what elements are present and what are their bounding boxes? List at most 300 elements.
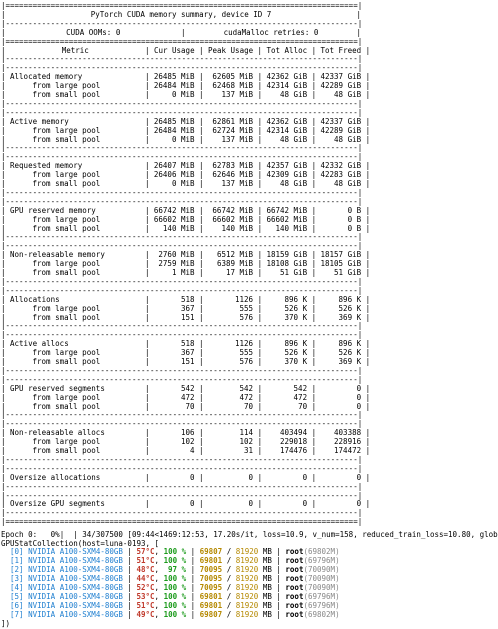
- gpu-index: [1, 592, 10, 601]
- border: |: [1, 446, 6, 455]
- border: |: [253, 259, 263, 269]
- border: |: [1, 27, 6, 37]
- metric-name: Allocations: [10, 294, 60, 304]
- border: |: [361, 81, 371, 91]
- border: |: [253, 472, 263, 482]
- gpu-temperature: 52°C: [136, 583, 155, 593]
- cur-usage: 151: [180, 312, 195, 322]
- border: |: [145, 161, 150, 171]
- border: |: [145, 294, 150, 304]
- separator: /: [222, 600, 236, 610]
- border: |: [307, 437, 317, 447]
- peak-usage: 0: [248, 472, 254, 482]
- cur-usage: 2760 MiB: [158, 250, 195, 260]
- tot-alloc: 70: [298, 401, 308, 411]
- tot-alloc: 18159 GiB: [266, 250, 308, 260]
- tot-freed: 0 B: [347, 223, 362, 233]
- tot-freed: 403388: [334, 428, 362, 438]
- tot-freed: 526 K: [338, 303, 362, 313]
- border: |: [145, 179, 150, 188]
- tot-freed: 0: [356, 383, 362, 393]
- peak-usage: 62724 MiB: [212, 125, 254, 135]
- border: |: [194, 179, 204, 188]
- border: |: [307, 125, 317, 135]
- separator: |: [186, 556, 200, 566]
- border: |: [194, 392, 204, 402]
- gpu-index: [1, 610, 10, 619]
- border: |: [1, 428, 6, 438]
- border: |: [145, 499, 150, 509]
- gpu-name: NVIDIA A100-SXM4-80GB: [28, 600, 123, 610]
- separator: ,: [154, 609, 164, 619]
- border: |: [1, 383, 6, 393]
- separator: |: [186, 583, 200, 593]
- gpu-memory-total: 81920: [235, 583, 259, 593]
- gpu-memory-used: 69807: [199, 609, 223, 619]
- border: |: [361, 499, 371, 509]
- border: |: [361, 401, 371, 411]
- peak-usage: 31: [244, 446, 254, 455]
- border: |: [145, 303, 150, 313]
- tot-alloc: 42362 GiB: [266, 116, 308, 126]
- gpu-index: [5]: [10, 591, 24, 601]
- tot-freed: 48 GiB: [334, 90, 362, 99]
- tot-alloc: 48 GiB: [280, 134, 308, 144]
- border: |: [307, 339, 317, 349]
- border: |: [253, 437, 263, 447]
- gpu-index: [7]: [10, 609, 24, 619]
- border: |: [194, 259, 204, 269]
- metric-name: from small pool: [32, 268, 101, 277]
- border: |: [1, 125, 6, 135]
- border: |: [307, 90, 317, 99]
- tot-freed: 526 K: [338, 348, 362, 358]
- border: |: [307, 499, 317, 509]
- border: |: [307, 268, 317, 277]
- table-border-line: |------------------------------------------------------------------------------|: [1, 365, 363, 375]
- tot-alloc: 51 GiB: [280, 268, 308, 277]
- border: |: [307, 446, 317, 455]
- border: |: [194, 72, 204, 82]
- separator: |: [122, 565, 137, 575]
- border: |: [145, 72, 150, 82]
- border: |: [145, 348, 150, 358]
- peak-usage: 114: [239, 428, 254, 438]
- border: |: [145, 401, 150, 411]
- table-border: [1, 518, 362, 527]
- border: |: [1, 401, 6, 411]
- tot-alloc: 0: [302, 472, 308, 482]
- separator: |: [186, 600, 200, 610]
- tot-alloc: 42309 GiB: [266, 170, 308, 180]
- border: |: [361, 72, 371, 82]
- cur-usage: 518: [180, 339, 195, 349]
- metric-name: from large pool: [32, 81, 101, 91]
- gpu-temperature: 51°C: [136, 600, 155, 610]
- peak-usage: 140 MiB: [221, 223, 254, 233]
- table-border-line: |------------------------------------------------------------------------------|: [1, 454, 363, 464]
- border: |: [199, 45, 204, 55]
- border: |: [1, 294, 6, 304]
- border: |: [1, 214, 6, 224]
- gpu-process-user: root: [285, 591, 304, 601]
- gpu-memory-total: 81920: [235, 600, 259, 610]
- border: |: [145, 170, 150, 180]
- border: |: [1, 357, 6, 366]
- column-header: Peak Usage: [207, 45, 254, 55]
- table-border-line: |------------------------------------------------------------------------------|: [1, 18, 363, 28]
- tot-freed: 42337 GiB: [320, 72, 362, 82]
- separator: ,: [154, 583, 164, 593]
- tot-freed: 51 GiB: [334, 268, 362, 277]
- border: |: [145, 125, 150, 135]
- border: |: [181, 27, 186, 37]
- border: |: [145, 339, 150, 349]
- cur-usage: 1 MiB: [171, 268, 195, 277]
- border: |: [145, 223, 150, 233]
- gpu-memory-unit: MB: [262, 565, 272, 575]
- border: |: [307, 170, 317, 180]
- gpu-index: [4]: [10, 583, 24, 593]
- separator: |: [122, 591, 137, 601]
- table-border-line: |------------------------------------------------------------------------------|: [1, 152, 363, 162]
- tot-alloc: 66742 MiB: [266, 205, 308, 215]
- tot-freed: 42289 GiB: [320, 125, 362, 135]
- separator: ,: [154, 600, 164, 610]
- gpu-temperature: 51°C: [136, 556, 155, 566]
- table-border-line: |==============================================================================|: [1, 1, 363, 10]
- border: |: [307, 357, 317, 366]
- separator: |: [271, 600, 286, 610]
- separator: |: [122, 547, 137, 557]
- column-header: Cur Usage: [153, 45, 195, 55]
- gpu-memory-used: 70095: [199, 574, 223, 584]
- gpu-memory-unit: MB: [262, 556, 272, 566]
- peak-usage: 137 MiB: [221, 134, 254, 144]
- gpu-name: NVIDIA A100-SXM4-80GB: [28, 556, 123, 566]
- separator: |: [271, 591, 286, 601]
- border: |: [307, 392, 317, 402]
- table-border-line: |------------------------------------------------------------------------------|: [1, 63, 363, 73]
- separator: /: [222, 591, 236, 601]
- border: |: [194, 428, 204, 438]
- border: |: [253, 116, 263, 126]
- border: |: [145, 446, 150, 455]
- cuda-ooms-label: CUDA OOMs: 0: [66, 27, 121, 37]
- border: |: [307, 428, 317, 438]
- gpu-memory-unit: MB: [262, 547, 272, 557]
- border: |: [1, 437, 6, 447]
- border: |: [1, 81, 6, 91]
- tot-freed: 896 K: [338, 294, 362, 304]
- gpu-index: [1, 556, 10, 565]
- border: |: [194, 401, 204, 411]
- gpu-name: NVIDIA A100-SXM4-80GB: [28, 591, 123, 601]
- gpu-utilization: 97 %: [168, 565, 187, 575]
- metric-name: Active memory: [10, 116, 69, 126]
- peak-usage: 62646 MiB: [212, 170, 254, 180]
- gpu-process-user: root: [285, 609, 304, 619]
- peak-usage: 66742 MiB: [212, 205, 254, 215]
- peak-usage: 472: [239, 392, 254, 402]
- border: |: [253, 339, 263, 349]
- tot-alloc: 140 MiB: [275, 223, 308, 233]
- table-border-line: |------------------------------------------------------------------------------|: [1, 410, 363, 420]
- border: |: [194, 437, 204, 447]
- cur-usage: 367: [180, 348, 195, 358]
- table-border-line: |------------------------------------------------------------------------------|: [1, 187, 363, 197]
- tot-freed: 369 K: [338, 312, 362, 322]
- gpu-memory-unit: MB: [262, 609, 272, 619]
- tot-freed: 42337 GiB: [320, 116, 362, 126]
- border: |: [1, 205, 6, 215]
- table-border-line: |------------------------------------------------------------------------------|: [1, 232, 363, 242]
- border: |: [194, 161, 204, 171]
- border: |: [194, 383, 204, 393]
- gpu-memory-unit: MB: [262, 574, 272, 584]
- peak-usage: 555: [239, 348, 254, 358]
- border: |: [145, 259, 150, 269]
- border: |: [253, 392, 263, 402]
- gpu-memory-used: 70095: [199, 583, 223, 593]
- border: |: [145, 205, 150, 215]
- gpu-process-user: root: [285, 583, 304, 593]
- tot-freed: 48 GiB: [334, 179, 362, 188]
- border: |: [307, 134, 317, 144]
- gpu-process-user: root: [285, 547, 304, 557]
- border: |: [307, 348, 317, 358]
- metric-name: from large pool: [32, 303, 101, 313]
- gpu-memory-used: 69801: [199, 556, 223, 566]
- border: |: [253, 205, 263, 215]
- gpu-name: NVIDIA A100-SXM4-80GB: [28, 547, 123, 557]
- separator: ,: [154, 556, 164, 566]
- metric-name: from large pool: [32, 214, 101, 224]
- border: |: [361, 125, 371, 135]
- cur-usage: 0 MiB: [171, 90, 195, 99]
- border: |: [307, 312, 317, 322]
- separator: |: [186, 609, 200, 619]
- gpu-index: [0]: [10, 547, 24, 557]
- summary-title: PyTorch CUDA memory summary, device ID 7: [90, 9, 272, 19]
- peak-usage: 555: [239, 303, 254, 313]
- gpu-utilization: 100 %: [163, 591, 187, 601]
- separator: |: [186, 574, 200, 584]
- border: |: [145, 134, 150, 144]
- border: |: [257, 45, 263, 55]
- gpu-memory-unit: MB: [262, 600, 272, 610]
- border: |: [194, 294, 204, 304]
- table-border-line: |------------------------------------------------------------------------------|: [1, 321, 363, 331]
- gpu-memory-unit: MB: [262, 591, 272, 601]
- border: |: [307, 116, 317, 126]
- peak-usage: 66602 MiB: [212, 214, 254, 224]
- gpustat-closing-line: [1, 620, 10, 629]
- cur-usage: 66742 MiB: [153, 205, 195, 215]
- cur-usage: 367: [180, 303, 195, 313]
- tot-freed: 48 GiB: [334, 134, 362, 144]
- table-border-line: |------------------------------------------------------------------------------|: [1, 285, 363, 295]
- gpu-process-memory: (69802M): [303, 547, 340, 557]
- gpu-row: [1, 611, 340, 620]
- metric-name: GPU reserved memory: [10, 205, 96, 215]
- tot-alloc: 42357 GiB: [266, 161, 308, 171]
- gpu-memory-unit: MB: [262, 583, 272, 593]
- border: |: [194, 303, 204, 313]
- cuda-retries-label: cudaMalloc retries: 0: [223, 27, 319, 37]
- gpu-memory-total: 81920: [235, 556, 259, 566]
- table-border-line: |------------------------------------------------------------------------------|: [1, 463, 363, 473]
- metric-name: Requested memory: [10, 161, 83, 171]
- gpu-memory-used: 69801: [199, 600, 223, 610]
- metric-name: from large pool: [32, 437, 101, 447]
- separator: /: [222, 574, 236, 584]
- separator: |: [122, 583, 137, 593]
- peak-usage: 70: [244, 401, 254, 411]
- gpu-utilization: 100 %: [163, 547, 187, 557]
- border: |: [1, 303, 6, 313]
- peak-usage: 1126: [235, 339, 254, 349]
- gpu-name: NVIDIA A100-SXM4-80GB: [28, 583, 123, 593]
- tot-alloc: 896 K: [284, 294, 308, 304]
- border: |: [194, 250, 204, 260]
- border: |: [1, 339, 6, 349]
- tot-freed: 18105 GiB: [320, 259, 362, 269]
- table-border-line: |------------------------------------------------------------------------------|: [1, 481, 363, 491]
- table-border-line: |==============================================================================|: [1, 36, 363, 46]
- cur-usage: 26485 MiB: [153, 72, 195, 82]
- metric-name: from large pool: [32, 125, 101, 135]
- border: |: [1, 312, 6, 322]
- tot-alloc: 174476: [280, 446, 308, 455]
- border: |: [1, 348, 6, 358]
- gpu-process-memory: (69796M): [303, 591, 340, 601]
- tot-alloc: 370 K: [284, 312, 308, 322]
- gpu-process-memory: (70090M): [303, 565, 340, 575]
- gpu-index: [1, 565, 10, 574]
- metric-name: from small pool: [32, 223, 101, 233]
- gpu-utilization: 100 %: [163, 600, 187, 610]
- metric-name: from small pool: [32, 90, 101, 99]
- border: |: [361, 170, 371, 180]
- metric-name: from large pool: [32, 348, 101, 358]
- peak-usage: 542: [239, 383, 254, 393]
- border: |: [361, 303, 371, 313]
- tot-freed: 42332 GiB: [320, 161, 362, 171]
- gpu-index: [1, 574, 10, 583]
- separator: /: [222, 556, 236, 566]
- tot-freed: 42289 GiB: [320, 81, 362, 91]
- tot-alloc: 370 K: [284, 357, 308, 366]
- metric-name: from small pool: [32, 134, 101, 144]
- border: |: [356, 27, 362, 37]
- tot-alloc: 48 GiB: [280, 179, 308, 188]
- metric-name: from small pool: [32, 357, 101, 366]
- separator: |: [271, 556, 286, 566]
- border: |: [145, 214, 150, 224]
- tot-alloc: 18108 GiB: [266, 259, 308, 269]
- gpu-index: [2]: [10, 565, 24, 575]
- border: |: [1, 45, 6, 55]
- border: |: [194, 446, 204, 455]
- separator: |: [186, 547, 200, 557]
- border: |: [253, 428, 263, 438]
- border: |: [145, 116, 150, 126]
- gpu-memory-total: 81920: [235, 547, 259, 557]
- gpu-process-user: root: [285, 574, 304, 584]
- metric-name: Oversize GPU segments: [10, 499, 105, 509]
- separator: |: [271, 574, 286, 584]
- gpu-process-memory: (69802M): [303, 609, 340, 619]
- border: |: [194, 357, 204, 366]
- border: |: [145, 428, 150, 438]
- cur-usage: 0 MiB: [171, 134, 195, 144]
- tot-freed: 18157 GiB: [320, 250, 362, 260]
- metric-name: GPU reserved segments: [10, 383, 105, 393]
- peak-usage: 102: [239, 437, 254, 447]
- cur-usage: 106: [180, 428, 195, 438]
- peak-usage: 62605 MiB: [212, 72, 254, 82]
- table-border-line: |------------------------------------------------------------------------------|: [1, 143, 363, 153]
- epoch-progress-text: Epoch 0: 0%| | 34/307500 [09:44<1469:12:53, 17.20s/it, loss=10.9, v_num=158, reduced_train_loss=10.80, glob: [1, 529, 498, 539]
- tot-alloc: 472: [293, 392, 308, 402]
- border: |: [361, 339, 371, 349]
- tot-alloc: 42314 GiB: [266, 81, 308, 91]
- border: |: [194, 312, 204, 322]
- metric-name: Allocated memory: [10, 72, 83, 82]
- border: |: [307, 401, 317, 411]
- border: |: [253, 170, 263, 180]
- gpu-process-user: root: [285, 600, 304, 610]
- column-header: Metric: [61, 45, 89, 55]
- gpu-temperature: 48°C: [136, 565, 155, 575]
- metric-name: Non-releasable memory: [10, 250, 105, 260]
- gpu-index: [3]: [10, 574, 24, 584]
- peak-usage: 1126: [235, 294, 254, 304]
- separator: ,: [154, 574, 164, 584]
- gpu-memory-total: 81920: [235, 565, 259, 575]
- separator: |: [271, 583, 286, 593]
- peak-usage: 62783 MiB: [212, 161, 254, 171]
- separator: |: [122, 556, 137, 566]
- border: |: [361, 250, 371, 260]
- tot-freed: 0: [356, 499, 362, 509]
- tot-alloc: 526 K: [284, 348, 308, 358]
- border: |: [194, 223, 204, 233]
- column-header: Tot Alloc: [266, 45, 308, 55]
- border: |: [361, 348, 371, 358]
- border: |: [253, 223, 263, 233]
- peak-usage: 0: [248, 499, 254, 509]
- tot-freed: 0 B: [347, 214, 362, 224]
- border: |: [253, 90, 263, 99]
- border: |: [253, 401, 263, 411]
- border: |: [361, 179, 371, 188]
- metric-name: from small pool: [32, 312, 101, 322]
- metric-name: Oversize allocations: [10, 472, 101, 482]
- border: |: [361, 90, 371, 99]
- border: |: [361, 294, 371, 304]
- gpu-memory-used: 69801: [199, 591, 223, 601]
- tot-freed: 0: [356, 401, 362, 411]
- border: |: [145, 437, 150, 447]
- separator: ,: [154, 547, 164, 557]
- tot-alloc: 542: [293, 383, 308, 393]
- separator: ,: [154, 591, 164, 601]
- cur-usage: 26407 MiB: [153, 161, 195, 171]
- border: |: [361, 223, 371, 233]
- border: |: [361, 472, 371, 482]
